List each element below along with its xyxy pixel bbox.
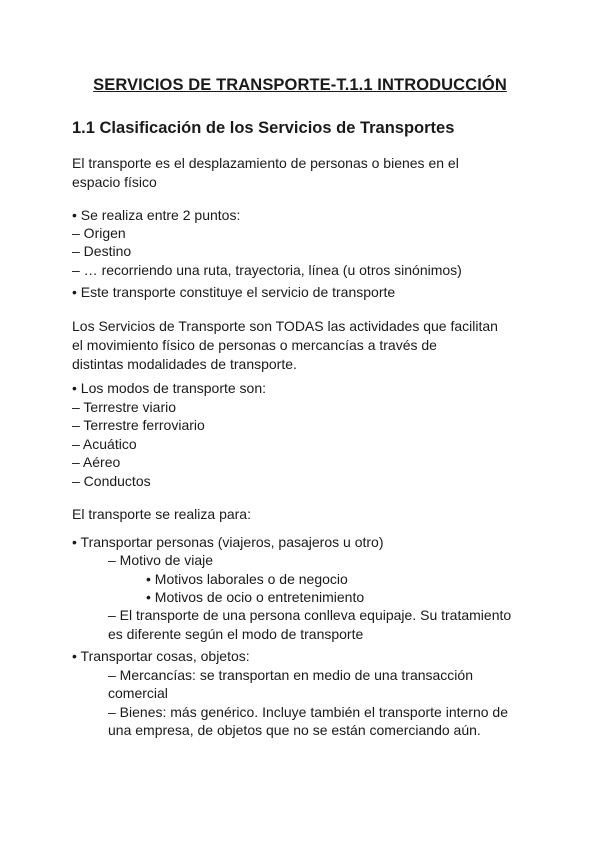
point-origen: – Origen: [72, 225, 126, 241]
document-title: SERVICIOS DE TRANSPORTE-T.1.1 INTRODUCCIÓN: [93, 76, 507, 94]
definition-line-1: Los Servicios de Transporte son TODAS las actividades que facilitan: [72, 318, 498, 334]
motivo-laboral: • Motivos laborales o de negocio: [146, 571, 348, 587]
point-ruta: – … recorriendo una ruta, trayectoria, línea (u otros sinónimos): [72, 262, 462, 278]
modes-header: • Los modos de transporte son:: [72, 380, 267, 396]
section-heading: 1.1 Clasificación de los Servicios de Transportes: [72, 119, 455, 137]
intro-line-2: espacio físico: [72, 174, 157, 190]
mode-conductos: – Conductos: [72, 473, 151, 489]
people-header: • Transportar personas (viajeros, pasajeros u otro): [72, 534, 384, 550]
point-destino: – Destino: [72, 243, 132, 259]
points-footer: • Este transporte constituye el servicio de transporte: [72, 284, 396, 300]
mode-terrestre-viario: – Terrestre viario: [72, 399, 177, 415]
intro-line-1: El transporte es el desplazamiento de personas o bienes en el: [72, 155, 459, 171]
motivo-viaje: – Motivo de viaje: [108, 552, 214, 568]
mercancias-line-2: comercial: [108, 685, 168, 701]
points-header: • Se realiza entre 2 puntos:: [72, 207, 241, 223]
purpose-intro: El transporte se realiza para:: [72, 506, 251, 522]
things-header: • Transportar cosas, objetos:: [72, 648, 250, 664]
definition-line-3: distintas modalidades de transporte.: [72, 356, 297, 372]
mercancias-line-1: – Mercancías: se transportan en medio de una transacción: [108, 667, 473, 683]
bienes-line-1: – Bienes: más genérico. Incluye también el transporte interno de: [108, 704, 509, 720]
motivo-ocio: • Motivos de ocio o entretenimiento: [146, 589, 365, 605]
bienes-line-2: una empresa, de objetos que no se están comerciando aún.: [108, 722, 481, 738]
mode-terrestre-ferroviario: – Terrestre ferroviario: [72, 417, 205, 433]
definition-line-2: el movimiento físico de personas o mercancías a través de: [72, 337, 437, 353]
equipaje-line-1: – El transporte de una persona conlleva equipaje. Su tratamiento: [108, 607, 512, 623]
mode-aereo: – Aéreo: [72, 454, 121, 470]
mode-acuatico: – Acuático: [72, 436, 137, 452]
equipaje-line-2: es diferente según el modo de transporte: [108, 626, 364, 642]
